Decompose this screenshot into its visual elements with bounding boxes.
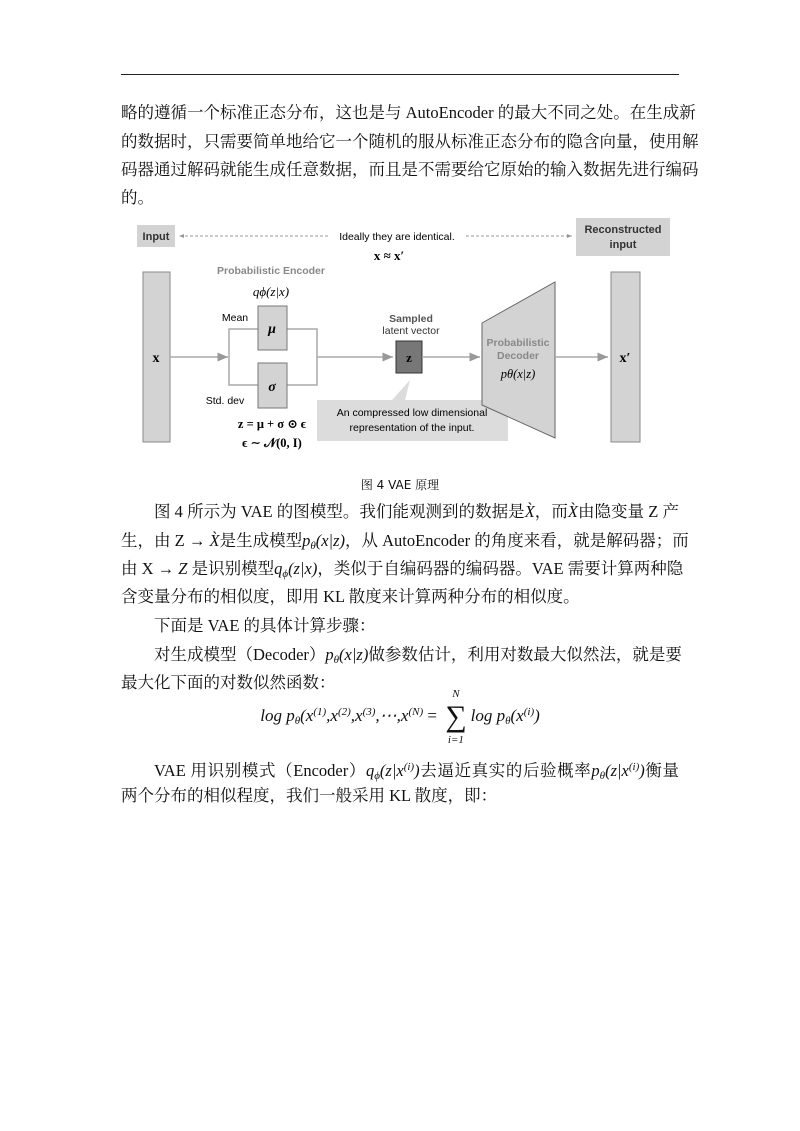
math-args: (z|x [605, 761, 629, 780]
encoder-eq: qϕ(z|x) [252, 284, 290, 299]
figure-caption: 图 4 VAE 原理 [360, 478, 440, 492]
formula-part: (3) [362, 705, 376, 718]
decoder-eq: pθ(x|z) [500, 367, 536, 381]
reconstructed-label: input [609, 239, 637, 251]
text-line [121, 757, 679, 786]
reconstructed-label: Reconstructed [584, 224, 662, 236]
sum-upper: N [452, 688, 460, 700]
sigma-label: σ [268, 380, 276, 395]
text-line [121, 786, 679, 806]
text-line [121, 502, 679, 522]
formula-part: ,x [350, 705, 363, 725]
formula-part: (N) [408, 705, 424, 718]
text-segment: 由隐变量 Z 产 [577, 502, 679, 521]
math-args: (x|z) [339, 645, 369, 664]
encoder-title: Probabilistic Encoder [217, 265, 325, 277]
sum-lower: i=1 [447, 734, 464, 746]
formula-part: = [423, 705, 442, 725]
formula-part: θ [505, 714, 511, 727]
math-subscript: θ [599, 770, 606, 782]
math-args: (x|z) [315, 531, 345, 550]
formula-part: (2) [337, 705, 351, 718]
text-segment: 去逼近真实的后验概率 [419, 761, 592, 780]
text-line: 略的遵循一个标准正态分布，这也是与 AutoEncoder 的最大不同之处。在生成新 [121, 103, 696, 122]
text-segment: 对生成模型（Decoder） [154, 645, 326, 664]
math-args: (z|x [379, 761, 404, 780]
formula-part: (i) [523, 705, 535, 718]
x-prime-label: x′ [619, 351, 631, 366]
decoder-label: Probabilistic [486, 337, 550, 349]
summation-sign: ∑ N i=1 [445, 688, 467, 746]
text-line [121, 673, 679, 693]
formula-part: ) [534, 705, 540, 725]
math-subscript: θ [333, 654, 340, 666]
math-superscript: (i) [628, 761, 640, 773]
z-equation: z = μ + σ ⊙ ϵ [237, 417, 307, 431]
math-superscript: (i) [403, 761, 415, 773]
text-line [121, 645, 682, 670]
text-segment: 图 4 所示为 VAE 的图模型。我们能观测到的数据是 [154, 502, 525, 521]
text-segment: 做参数估计，利用对数最大似然法，就是要 [368, 645, 682, 664]
formula-part: log p [470, 705, 506, 725]
formula-part: (x [510, 705, 524, 725]
formula-part: θ [294, 714, 301, 727]
math-symbol: p [302, 531, 311, 550]
text-segment: 最大化下面的对数似然函数： [121, 673, 336, 692]
math-args: ) [639, 761, 645, 780]
text-segment: 由 X → [121, 559, 179, 578]
text-segment: VAE 用识别模式（Encoder） [154, 761, 366, 780]
text-segment: 是生成模型 [219, 531, 303, 550]
text-segment: ，类似于自编码器的编码器。VAE 需要计算两种隐 [317, 559, 684, 578]
eps-equation: ϵ ∼ 𝒩(0, I) [242, 436, 302, 450]
math-symbol: X̀ [209, 531, 220, 550]
math-inline [325, 645, 368, 664]
input-label: Input [142, 231, 170, 243]
math-symbol: q [365, 761, 375, 780]
ideal-text: Ideally they are identical. [339, 231, 455, 243]
mu-label: μ [268, 322, 276, 337]
text-line: 的数据时，只需要简单地给它一个随机的服从标准正态分布的隐含向量，使用解 [121, 132, 699, 151]
formula-part: ,x [326, 705, 338, 725]
text-segment: 是识别模型 [187, 559, 275, 578]
ideal-eq: x ≈ x′ [373, 248, 405, 263]
text-segment: 生，由 Z → [121, 531, 210, 550]
math-args: ) [414, 761, 420, 780]
text-line: 码器通过解码就能生成任意数据，而且是不需要给它原始的输入数据先进行编码 [121, 160, 699, 179]
math-symbol: X̀ [567, 502, 578, 521]
math-symbol: p [591, 761, 600, 780]
math-symbol: q [274, 559, 283, 578]
sampled-label: Sampled [389, 313, 433, 325]
sampled-label: latent vector [382, 325, 440, 337]
math-subscript: ϕ [282, 568, 289, 580]
math-symbol: Z [178, 559, 188, 578]
formula-part: log p [260, 705, 295, 725]
z-label: z [406, 350, 412, 365]
math-inline [209, 531, 219, 550]
math-args: (z|x) [288, 559, 318, 578]
math-inline [366, 761, 420, 780]
mean-label: Mean [221, 312, 249, 324]
math-inline [568, 502, 578, 521]
text-line [121, 531, 689, 556]
text-segment: 衡量 [644, 761, 679, 780]
formula-part: ,⋯,x [375, 705, 409, 725]
math-inline [302, 531, 345, 550]
math-symbol: p [325, 645, 334, 664]
callout-text: representation of the input. [349, 422, 475, 434]
math-subscript: θ [310, 540, 316, 552]
callout-text: An compressed low dimensional [336, 407, 488, 419]
formula-part: (x [300, 705, 314, 725]
decoder-label: Decoder [496, 350, 540, 362]
text-segment: 两个分布的相似程度，我们一般采用 KL 散度，即： [121, 786, 498, 805]
text-line [121, 587, 679, 607]
text-segment: ，而 [534, 502, 568, 521]
math-inline [591, 761, 644, 780]
formula-part: (1) [313, 705, 327, 718]
text-segment: ，从 AutoEncoder 的角度来看，就是解码器；而 [345, 531, 689, 550]
log-likelihood-formula [0, 688, 800, 746]
text-line [121, 559, 684, 584]
text-line: 下面是 VAE 的具体计算步骤： [154, 616, 376, 635]
math-inline [274, 559, 317, 578]
math-symbol: X̀ [524, 502, 535, 521]
x-label: x [152, 351, 160, 366]
text-segment: 含变量分布的相似度，即用 KL 散度来计算两种分布的相似度。 [121, 587, 580, 606]
text-line: 的。 [121, 188, 154, 207]
math-subscript: ϕ [374, 770, 380, 782]
math-inline [525, 502, 535, 521]
std-label: Std. dev [205, 395, 245, 407]
